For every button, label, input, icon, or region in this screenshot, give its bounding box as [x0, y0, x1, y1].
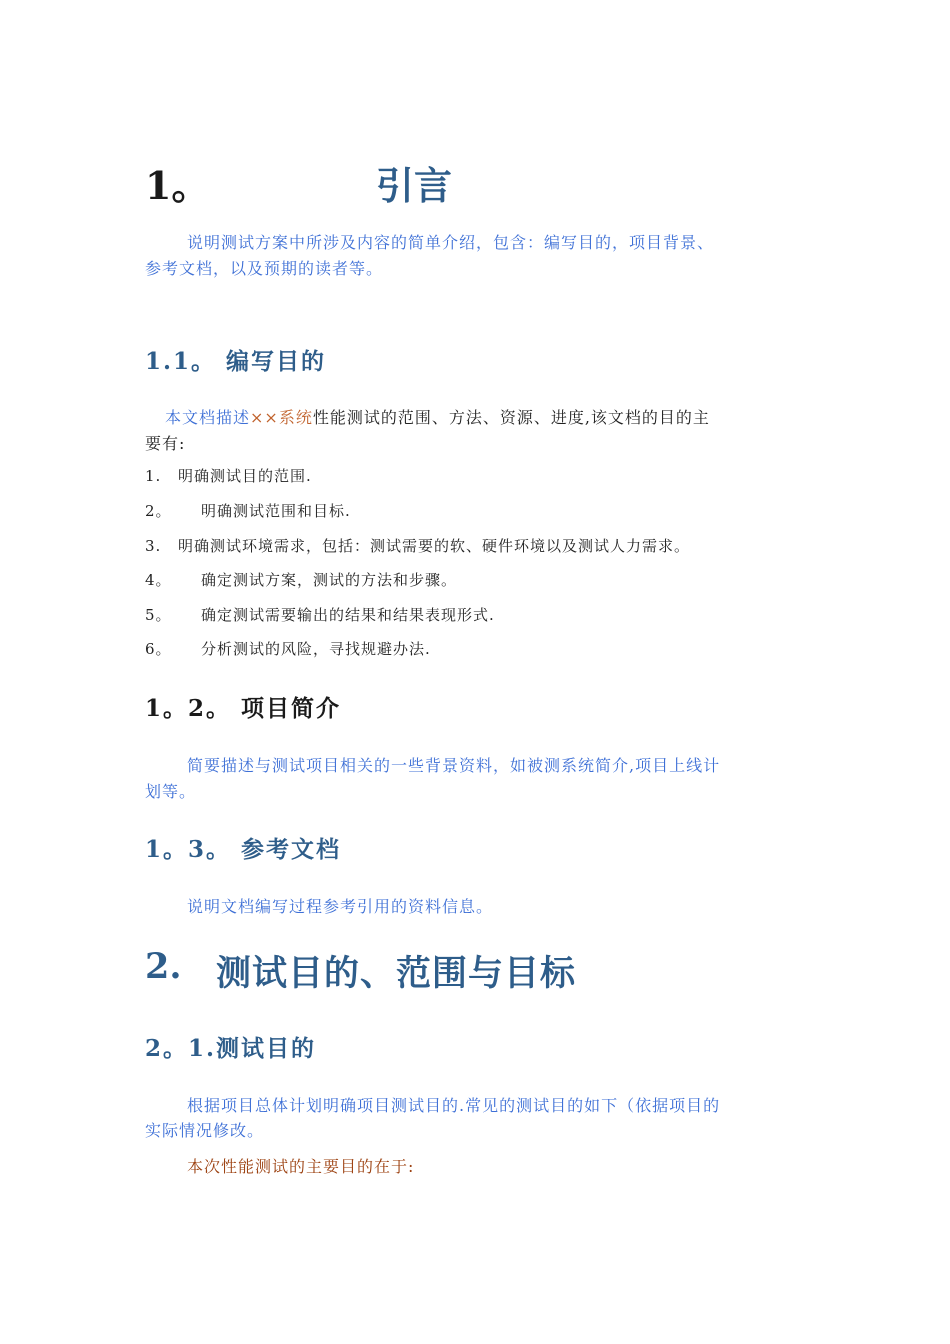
- section-1-2-heading: 1。2。 项目简介: [145, 695, 342, 722]
- list-item-text: 确定测试需要输出的结果和结果表现形式.: [201, 606, 495, 624]
- section-1-desc-line2: 参考文档，以及预期的读者等。: [145, 259, 384, 278]
- list-item-text: 明确测试范围和目标.: [201, 502, 351, 520]
- section-2-number: 2.: [145, 946, 182, 987]
- section-2-1-desc-line2: 实际情况修改。: [145, 1121, 265, 1140]
- list-item: [145, 604, 495, 625]
- list-item: [145, 535, 690, 556]
- section-1-2-desc-line2: 划等。: [145, 782, 197, 801]
- list-item-number: 4。: [145, 571, 172, 589]
- list-item: [145, 465, 312, 486]
- list-item-text: 分析测试的风险，寻找规避办法.: [201, 640, 431, 658]
- list-item: [145, 638, 431, 659]
- section-1-1-intro: [165, 405, 710, 428]
- list-item-number: 1.: [145, 467, 162, 485]
- intro-part-c: 性能测试的范围、方法、资源、进度,该文档的目的主: [312, 408, 710, 427]
- intro-system-name: ××系统: [250, 408, 313, 427]
- list-item: [145, 500, 351, 521]
- list-item-number: 6。: [145, 640, 172, 658]
- section-2-1-heading: 2。1.测试目的: [145, 1035, 317, 1062]
- section-1-1-intro-line2: 要有:: [145, 434, 186, 453]
- section-1-1-heading: 1.1。 编写目的: [145, 348, 327, 375]
- list-item-text: 确定测试方案，测试的方法和步骤。: [201, 571, 458, 589]
- section-2-title: 测试目的、范围与目标: [216, 953, 577, 994]
- section-1-3-desc: 说明文档编写过程参考引用的资料信息。: [187, 897, 494, 916]
- section-2-1-main-purpose: 本次性能测试的主要目的在于:: [187, 1157, 415, 1176]
- list-item-text: 明确测试环境需求，包括：测试需要的软、硬件环境以及测试人力需求。: [178, 537, 691, 555]
- section-2-1-desc-line1: 根据项目总体计划明确项目测试目的.常见的测试目的如下（依据项目的: [187, 1096, 721, 1115]
- list-item-number: 3.: [145, 537, 162, 555]
- list-item-number: 2。: [145, 502, 172, 520]
- section-1-2-desc-line1: 简要描述与测试项目相关的一些背景资料，如被测系统简介,项目上线计: [187, 756, 721, 775]
- intro-part-a: 本文档描述: [165, 408, 251, 427]
- section-1-3-heading: 1。3。 参考文档: [145, 836, 342, 863]
- section-1-number: 1。: [145, 163, 210, 208]
- section-1-title: 引言: [376, 163, 453, 208]
- list-item-number: 5。: [145, 606, 172, 624]
- list-item-text: 明确测试目的范围.: [178, 467, 312, 485]
- section-1-desc-line1: 说明测试方案中所涉及内容的简单介绍，包含：编写目的，项目背景、: [187, 233, 715, 252]
- list-item: [145, 569, 457, 590]
